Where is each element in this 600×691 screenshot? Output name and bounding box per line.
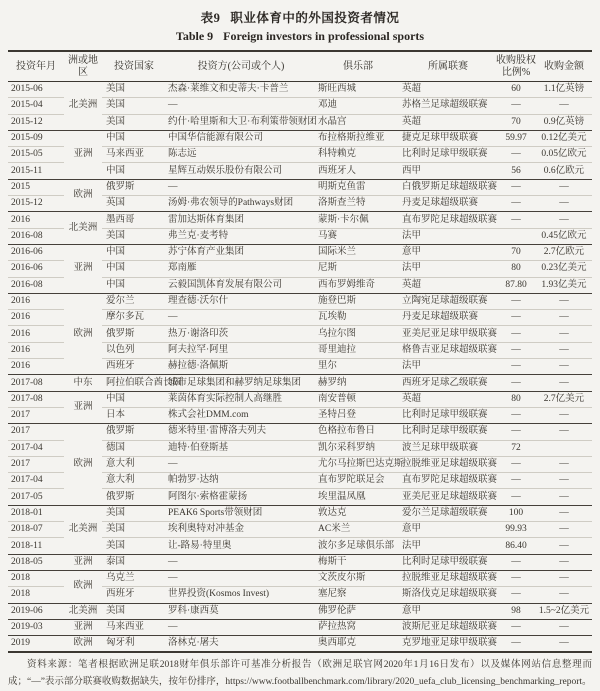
cell-amount: — xyxy=(536,375,592,391)
cell-club: 水晶宫 xyxy=(316,114,400,130)
cell-invest-date: 2016-06 xyxy=(8,244,64,260)
cell-stake: — xyxy=(496,456,536,472)
cell-country: 意大利 xyxy=(102,473,166,489)
cell-league: 格鲁吉亚足球超级联赛 xyxy=(400,342,496,358)
cell-investor: 迪特·伯登斯基 xyxy=(166,440,316,456)
cell-stake: — xyxy=(496,587,536,603)
cell-country: 爱尔兰 xyxy=(102,293,166,309)
cell-country: 俄罗斯 xyxy=(102,179,166,195)
cell-club: 科特赖克 xyxy=(316,147,400,163)
cell-league: 爱尔兰足球超级联赛 xyxy=(400,505,496,521)
cell-invest-date: 2015-06 xyxy=(11,84,43,95)
cell-stake: — xyxy=(496,212,536,228)
cell-league: 亚美尼亚足球超级联赛 xyxy=(400,489,496,505)
cell-club: 萨拉热窝 xyxy=(316,619,400,635)
cell-invest-date: 2018-05 xyxy=(8,554,64,570)
cell-amount: 0.9亿英镑 xyxy=(536,114,592,130)
cell-amount: — xyxy=(536,538,592,554)
cell-league: 比利时足球甲级联赛 xyxy=(400,554,496,570)
cell-stake: — xyxy=(496,293,536,309)
table-row xyxy=(8,603,592,619)
cell-amount: — xyxy=(536,554,592,570)
cell-invest-date: 2019-03 xyxy=(8,619,64,635)
table-title-zh xyxy=(8,8,592,26)
cell-stake: — xyxy=(496,342,536,358)
cell-league: 法甲 xyxy=(400,228,496,244)
cell-amount: — xyxy=(536,456,592,472)
cell-investor: 德米特里·雷博洛夫列夫 xyxy=(166,424,316,440)
cell-club: 佛罗伦萨 xyxy=(316,603,400,619)
cell-amount: 0.05亿欧元 xyxy=(536,147,592,163)
cell-region: 欧洲 xyxy=(64,424,102,505)
cell-region: 欧洲 xyxy=(64,570,102,603)
cell-club: 梅斯干 xyxy=(316,554,400,570)
cell-league: 克罗地亚足球甲级联赛 xyxy=(400,636,496,653)
cell-country: 俄罗斯 xyxy=(102,489,166,505)
cell-investor: 莱茵体育实际控制人高继胜 xyxy=(166,391,316,407)
cell-country: 意大利 xyxy=(102,456,166,472)
cell-stake: — xyxy=(496,375,536,391)
cell-league: 苏格兰足球超级联赛 xyxy=(400,98,496,114)
cell-club: 埃里温凤凰 xyxy=(316,489,400,505)
table-row xyxy=(8,293,592,309)
cell-invest-date: 2018 xyxy=(8,587,64,603)
cell-invest-date: 2018-01 xyxy=(8,505,64,521)
cell-investor: 洛林克·屠夫 xyxy=(166,636,316,653)
cell-stake: — xyxy=(496,473,536,489)
cell-investor: 苏宁体育产业集团 xyxy=(166,244,316,260)
cell-country: 美国 xyxy=(102,114,166,130)
cell-club: 明斯克鱼雷 xyxy=(316,179,400,195)
cell-league: 英超 xyxy=(400,114,496,130)
cell-investor: 约什·哈里斯和大卫·布利策带领财团 xyxy=(166,114,316,130)
cell-club: 奥西耶克 xyxy=(316,636,400,653)
cell-stake: — xyxy=(496,489,536,505)
cell-country: 中国 xyxy=(102,391,166,407)
cell-country: 日本 xyxy=(102,407,166,423)
cell-club: 直布罗陀联足会 xyxy=(316,473,400,489)
column-header: 洲或地区 xyxy=(64,51,102,82)
cell-club: 西布罗姆维奇 xyxy=(316,277,400,293)
cell-amount: 1.1亿英镑 xyxy=(543,84,585,95)
cell-invest-date: 2016 xyxy=(8,359,64,375)
cell-club: 南安普顿 xyxy=(316,391,400,407)
cell-league: 英超 xyxy=(400,391,496,407)
table-title-en-text: Foreign investors in professional sports xyxy=(223,29,425,43)
cell-amount: — xyxy=(536,359,592,375)
cell-country: 俄罗斯 xyxy=(102,326,166,342)
cell-league: 丹麦足球超级联赛 xyxy=(400,196,496,212)
cell-country: 中国 xyxy=(102,261,166,277)
cell-amount: — xyxy=(536,196,592,212)
cell-stake: 60 xyxy=(511,84,521,95)
cell-league: 立陶宛足球超级联赛 xyxy=(400,293,496,309)
cell-amount: — xyxy=(536,293,592,309)
cell-stake: — xyxy=(496,179,536,195)
cell-invest-date: 2016-06 xyxy=(8,261,64,277)
cell-club: 色格拉布鲁日 xyxy=(316,424,400,440)
cell-invest-date: 2015 xyxy=(8,179,64,195)
table-row xyxy=(8,375,592,391)
cell-investor: — xyxy=(166,570,316,586)
cell-region: 欧洲 xyxy=(64,293,102,374)
cell-investor: 中国华信能源有限公司 xyxy=(166,130,316,146)
cell-stake: 80 xyxy=(496,261,536,277)
cell-amount: 0.6亿欧元 xyxy=(536,163,592,179)
cell-club: 塞尼察 xyxy=(316,587,400,603)
table-row xyxy=(8,391,592,407)
cell-invest-date: 2015-12 xyxy=(8,114,64,130)
cell-club: 斯旺西城 xyxy=(318,84,357,95)
cell-country: 马来西亚 xyxy=(102,147,166,163)
cell-club: 圣特吕登 xyxy=(316,407,400,423)
cell-investor: 赫拉德·洛佩斯 xyxy=(166,359,316,375)
cell-club: 洛斯查兰特 xyxy=(316,196,400,212)
cell-league: 拉脱维亚足球超级联赛 xyxy=(400,570,496,586)
cell-stake: — xyxy=(496,636,536,653)
cell-region: 北美洲 xyxy=(64,212,102,245)
cell-league: 西甲 xyxy=(400,163,496,179)
cell-club: 里尔 xyxy=(316,359,400,375)
cell-league: 捷克足球甲级联赛 xyxy=(400,130,496,146)
cell-league: 西班牙足球乙级联赛 xyxy=(400,375,496,391)
cell-country: 阿拉伯联合酋长国 xyxy=(102,375,166,391)
cell-investor: 世界投资(Kosmos Invest) xyxy=(166,587,316,603)
cell-investor: — xyxy=(166,310,316,326)
cell-country: 泰国 xyxy=(102,554,166,570)
cell-amount: — xyxy=(536,310,592,326)
cell-investor: — xyxy=(166,98,316,114)
cell-region: 北美洲 xyxy=(64,505,102,554)
cell-league: 法甲 xyxy=(400,359,496,375)
table-row xyxy=(8,636,592,653)
cell-invest-date: 2019-06 xyxy=(8,603,64,619)
cell-country: 匈牙利 xyxy=(102,636,166,653)
cell-league: 法甲 xyxy=(400,538,496,554)
cell-invest-date: 2017 xyxy=(8,407,64,423)
cell-region: 亚洲 xyxy=(64,244,102,293)
cell-stake: — xyxy=(496,326,536,342)
cell-invest-date: 2018-11 xyxy=(8,538,64,554)
cell-investor: 理查德·沃尔什 xyxy=(166,293,316,309)
cell-stake xyxy=(496,228,536,244)
cell-amount: — xyxy=(536,505,592,521)
table-row xyxy=(8,212,592,228)
cell-invest-date: 2017 xyxy=(8,424,64,440)
cell-invest-date: 2017-04 xyxy=(8,440,64,456)
cell-region: 亚洲 xyxy=(64,130,102,179)
cell-stake: — xyxy=(496,424,536,440)
cell-investor: 埃利奥特对冲基金 xyxy=(166,522,316,538)
cell-club: AC米兰 xyxy=(316,522,400,538)
cell-amount: — xyxy=(536,326,592,342)
cell-country: 英国 xyxy=(102,196,166,212)
cell-amount: — xyxy=(536,424,592,440)
cell-region: 亚洲 xyxy=(64,619,102,635)
cell-region: 亚洲 xyxy=(64,554,102,570)
cell-country: 中国 xyxy=(102,130,166,146)
cell-country: 以色列 xyxy=(102,342,166,358)
cell-invest-date: 2017-04 xyxy=(8,473,64,489)
cell-invest-date: 2016 xyxy=(8,310,64,326)
cell-invest-date: 2015-12 xyxy=(8,196,64,212)
cell-invest-date: 2015-05 xyxy=(8,147,64,163)
cell-investor: 城市足球集团和赫罗纳足球集团 xyxy=(166,375,316,391)
cell-amount: — xyxy=(536,407,592,423)
cell-country: 墨西哥 xyxy=(102,212,166,228)
cell-league: 白俄罗斯足球超级联赛 xyxy=(400,179,496,195)
cell-investor: — xyxy=(166,619,316,635)
cell-league: 波兰足球甲级联赛 xyxy=(400,440,496,456)
table-body xyxy=(8,82,592,653)
column-header: 俱乐部 xyxy=(316,51,400,82)
cell-country: 摩尔多瓦 xyxy=(102,310,166,326)
cell-club: 西班牙人 xyxy=(316,163,400,179)
cell-region: 欧洲 xyxy=(64,179,102,212)
cell-invest-date: 2016 xyxy=(8,326,64,342)
column-header: 投资方(公司或个人) xyxy=(166,51,316,82)
cell-invest-date: 2016 xyxy=(8,212,64,228)
cell-stake: — xyxy=(496,98,536,114)
cell-invest-date: 2016-08 xyxy=(8,228,64,244)
table-row xyxy=(8,619,592,635)
cell-investor: 阿图尔·索格霍蒙扬 xyxy=(166,489,316,505)
cell-stake: — xyxy=(496,147,536,163)
cell-investor: 阿夫拉罕·阿里 xyxy=(166,342,316,358)
cell-league: 直布罗陀足球超级联赛 xyxy=(400,473,496,489)
cell-club: 国际米兰 xyxy=(316,244,400,260)
cell-amount: 0.23亿美元 xyxy=(536,261,592,277)
cell-league: 比利时足球甲级联赛 xyxy=(400,407,496,423)
cell-amount: 2.7亿欧元 xyxy=(536,244,592,260)
cell-country: 美国 xyxy=(102,522,166,538)
cell-club: 波尔多足球俱乐部 xyxy=(316,538,400,554)
cell-country: 俄罗斯 xyxy=(102,424,166,440)
table-row xyxy=(8,82,592,98)
cell-stake: 56 xyxy=(496,163,536,179)
cell-amount: 0.12亿美元 xyxy=(536,130,592,146)
cell-invest-date: 2017-08 xyxy=(8,391,64,407)
cell-stake: 100 xyxy=(496,505,536,521)
cell-amount: — xyxy=(536,98,592,114)
cell-investor: 杰森·莱维文和史蒂夫·卡普兰 xyxy=(168,84,289,95)
cell-league: 法甲 xyxy=(400,261,496,277)
cell-country: 马来西亚 xyxy=(102,619,166,635)
header-row xyxy=(8,51,592,82)
table-row xyxy=(8,505,592,521)
cell-league: 意甲 xyxy=(400,522,496,538)
cell-club: 施登巴斯 xyxy=(316,293,400,309)
cell-stake: 59.97 xyxy=(496,130,536,146)
cell-club: 尼斯 xyxy=(316,261,400,277)
cell-investor: 郑南雁 xyxy=(166,261,316,277)
cell-country: 美国 xyxy=(102,98,166,114)
cell-country: 美国 xyxy=(106,84,126,95)
cell-country: 美国 xyxy=(102,538,166,554)
table-row xyxy=(8,570,592,586)
cell-club: 瓦埃勒 xyxy=(316,310,400,326)
cell-country: 德国 xyxy=(102,440,166,456)
table-row xyxy=(8,179,592,195)
cell-country: 中国 xyxy=(102,244,166,260)
cell-league: 直布罗陀足球超级联赛 xyxy=(400,212,496,228)
cell-stake: — xyxy=(496,619,536,635)
cell-stake: — xyxy=(496,407,536,423)
table-row xyxy=(8,244,592,260)
cell-stake: — xyxy=(496,570,536,586)
cell-stake: 99.93 xyxy=(496,522,536,538)
table-row xyxy=(8,554,592,570)
column-header: 所属联赛 xyxy=(400,51,496,82)
cell-amount: 0.45亿欧元 xyxy=(536,228,592,244)
cell-amount: — xyxy=(536,342,592,358)
cell-country: 西班牙 xyxy=(102,359,166,375)
cell-investor: 罗科·康西莫 xyxy=(166,603,316,619)
cell-league: 亚美尼亚足球甲级联赛 xyxy=(400,326,496,342)
cell-stake: — xyxy=(496,196,536,212)
cell-investor: 弗兰克·麦考特 xyxy=(166,228,316,244)
cell-investor: 让-路易·特里奥 xyxy=(166,538,316,554)
cell-league: 斯洛伐克足球超级联赛 xyxy=(400,587,496,603)
cell-investor: 陈志远 xyxy=(166,147,316,163)
cell-club: 文茨皮尔斯 xyxy=(316,570,400,586)
cell-club: 布拉格斯拉维亚 xyxy=(316,130,400,146)
cell-league: 比利时足球甲级联赛 xyxy=(400,147,496,163)
column-header: 收购股权比例% xyxy=(496,51,536,82)
cell-investor: 云毅国凯体育发展有限公司 xyxy=(166,277,316,293)
cell-amount: — xyxy=(536,212,592,228)
cell-country: 美国 xyxy=(102,505,166,521)
cell-investor: — xyxy=(166,179,316,195)
cell-invest-date: 2016 xyxy=(8,293,64,309)
cell-amount: — xyxy=(536,489,592,505)
cell-stake: — xyxy=(496,554,536,570)
cell-league: 意甲 xyxy=(400,603,496,619)
cell-investor: 汤姆·弗农领导的Pathways财团 xyxy=(166,196,316,212)
cell-club: 乌拉尔图 xyxy=(316,326,400,342)
cell-region: 北美洲 xyxy=(68,100,98,111)
cell-investor: 星辉互动娱乐股份有限公司 xyxy=(166,163,316,179)
cell-league: 英超 xyxy=(402,84,422,95)
cell-country: 美国 xyxy=(102,603,166,619)
cell-league: 比利时足球甲级联赛 xyxy=(400,424,496,440)
cell-investor: 帕勃罗·达纳 xyxy=(166,473,316,489)
cell-stake: — xyxy=(496,310,536,326)
cell-stake: 87.80 xyxy=(496,277,536,293)
cell-country: 中国 xyxy=(102,277,166,293)
cell-club: 哥里迪拉 xyxy=(316,342,400,358)
cell-amount: — xyxy=(536,522,592,538)
cell-amount: 2.7亿美元 xyxy=(536,391,592,407)
cell-league: 波斯尼亚足球超级联赛 xyxy=(400,619,496,635)
cell-league: 意甲 xyxy=(400,244,496,260)
cell-region: 欧洲 xyxy=(64,636,102,653)
table-title-en xyxy=(8,29,592,44)
cell-club: 敦达克 xyxy=(316,505,400,521)
cell-club: 凯尔采科罗纳 xyxy=(316,440,400,456)
cell-club: 蒙斯·卡尔佩 xyxy=(316,212,400,228)
cell-invest-date: 2015-09 xyxy=(8,130,64,146)
cell-amount: — xyxy=(536,636,592,653)
cell-invest-date: 2018-07 xyxy=(8,522,64,538)
cell-league: 英超 xyxy=(400,277,496,293)
cell-amount: — xyxy=(536,619,592,635)
cell-club: 赫罗纳 xyxy=(316,375,400,391)
cell-region: 中东 xyxy=(64,375,102,391)
cell-investor: — xyxy=(166,456,316,472)
cell-investor: 热万·谢洛印茨 xyxy=(166,326,316,342)
cell-amount xyxy=(536,440,592,456)
cell-investor: 雷加达斯体育集团 xyxy=(166,212,316,228)
cell-stake: — xyxy=(496,359,536,375)
cell-invest-date: 2017 xyxy=(8,456,64,472)
cell-stake: 70 xyxy=(496,114,536,130)
cell-club: 尤尔马拉斯巴达克斯 xyxy=(316,456,400,472)
cell-country: 乌克兰 xyxy=(102,570,166,586)
investors-table xyxy=(8,50,592,653)
cell-stake: 70 xyxy=(496,244,536,260)
table-row xyxy=(8,424,592,440)
cell-invest-date: 2017-05 xyxy=(8,489,64,505)
cell-amount: 1.5~2亿美元 xyxy=(536,603,592,619)
source-footnote: 资料来源：笔者根据欧洲足联2018财年俱乐部许可基准分析报告（欧洲足联官网2020年1月16日发布）以及媒体网站信息整理而成；“—”表示部分联赛收购数据缺失，按年份排序，https://www.footballbenchmark.com/library/2020_uefa_club_licensing_benchmarking_report。 xyxy=(8,660,592,688)
table-row xyxy=(8,130,592,146)
cell-country: 西班牙 xyxy=(102,587,166,603)
table-number-en: Table 9 xyxy=(175,29,214,43)
column-header: 收购金额 xyxy=(536,51,592,82)
cell-investor: 株式会社DMM.com xyxy=(166,407,316,423)
cell-club: 邓迪 xyxy=(316,98,400,114)
cell-invest-date: 2015-04 xyxy=(8,98,64,114)
cell-league: 丹麦足球超级联赛 xyxy=(400,310,496,326)
cell-investor: — xyxy=(166,554,316,570)
column-header: 投资年月 xyxy=(8,51,64,82)
cell-amount: — xyxy=(536,179,592,195)
cell-amount: — xyxy=(536,570,592,586)
cell-invest-date: 2017-08 xyxy=(8,375,64,391)
cell-country: 中国 xyxy=(102,163,166,179)
cell-region: 亚洲 xyxy=(64,391,102,424)
cell-amount: 1.93亿美元 xyxy=(536,277,592,293)
cell-invest-date: 2019 xyxy=(8,636,64,653)
cell-league: 拉脱维亚足球超级联赛 xyxy=(400,456,496,472)
cell-invest-date: 2018 xyxy=(8,570,64,586)
cell-amount: — xyxy=(536,473,592,489)
cell-stake: 80 xyxy=(496,391,536,407)
cell-invest-date: 2016-08 xyxy=(8,277,64,293)
cell-stake: 86.40 xyxy=(496,538,536,554)
cell-stake: 98 xyxy=(496,603,536,619)
cell-region: 北美洲 xyxy=(64,603,102,619)
table-title-zh-text: 职业体育中的外国投资者情况 xyxy=(230,11,400,25)
cell-investor: PEAK6 Sports带领财团 xyxy=(166,505,316,521)
cell-amount: — xyxy=(536,587,592,603)
cell-club: 马赛 xyxy=(316,228,400,244)
cell-country: 美国 xyxy=(102,228,166,244)
cell-invest-date: 2016 xyxy=(8,342,64,358)
table-number-zh: 表9 xyxy=(200,11,221,25)
cell-stake: 72 xyxy=(496,440,536,456)
column-header: 投资国家 xyxy=(102,51,166,82)
cell-invest-date: 2015-11 xyxy=(8,163,64,179)
